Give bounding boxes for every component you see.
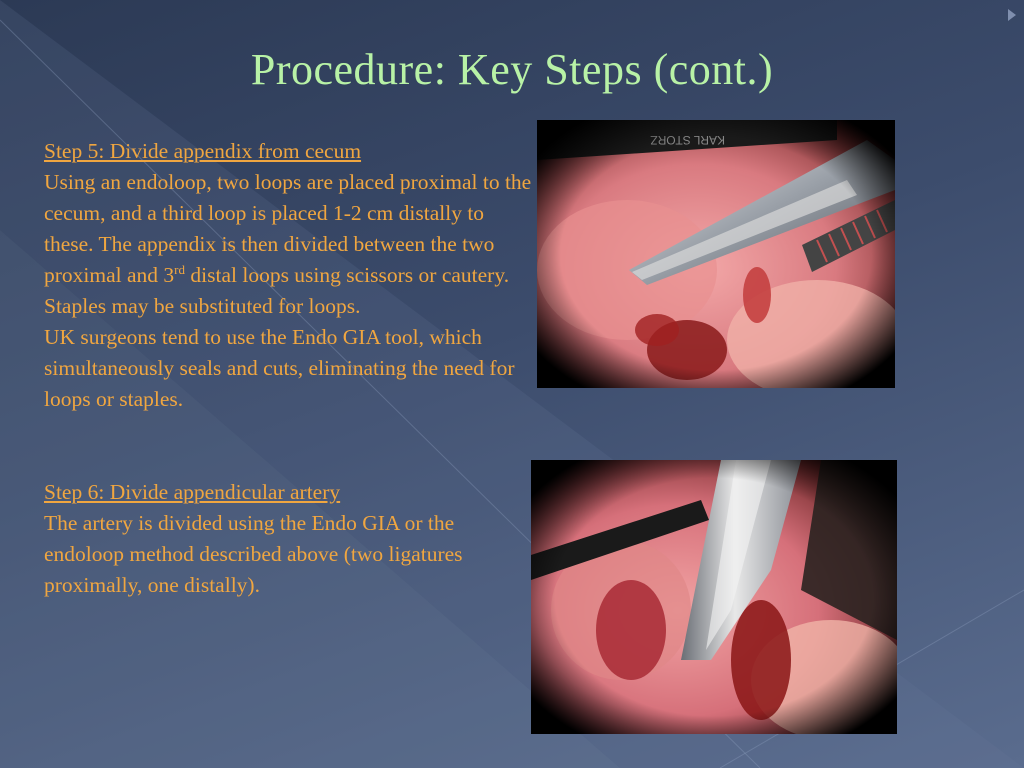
chevron-right-icon [1006,8,1018,22]
slide-title: Procedure: Key Steps (cont.) [250,45,774,94]
step5-superscript: rd [174,261,186,277]
step6-paragraph: The artery is divided using the Endo GIA or the endoloop method described above (two ligatures proximally, one distally). [44,511,463,597]
laparoscopy-image-bottom [531,460,897,734]
spacer [44,415,534,477]
step5-uk-paragraph: UK surgeons tend to use the Endo GIA tool, which simultaneously seals and cuts, eliminating the need for loops or staples. [44,325,515,411]
step5-text-part1: Using an endoloop, two loops are placed proximal to the cecum, and a third loop is placed 1-2 cm distally to these. The appendix is then divided between the two proximal and 3 [44,170,532,287]
step5-text-part2: distal loops using scissors or cautery. Staples may be substituted for loops. [44,263,510,318]
step5-heading: Step 5: Divide appendix from cecum [44,139,362,163]
step6-heading: Step 6: Divide appendicular artery [44,480,341,504]
step5-paragraph [44,167,534,322]
laparoscopy-image-top [537,120,895,388]
body-text [44,136,534,601]
